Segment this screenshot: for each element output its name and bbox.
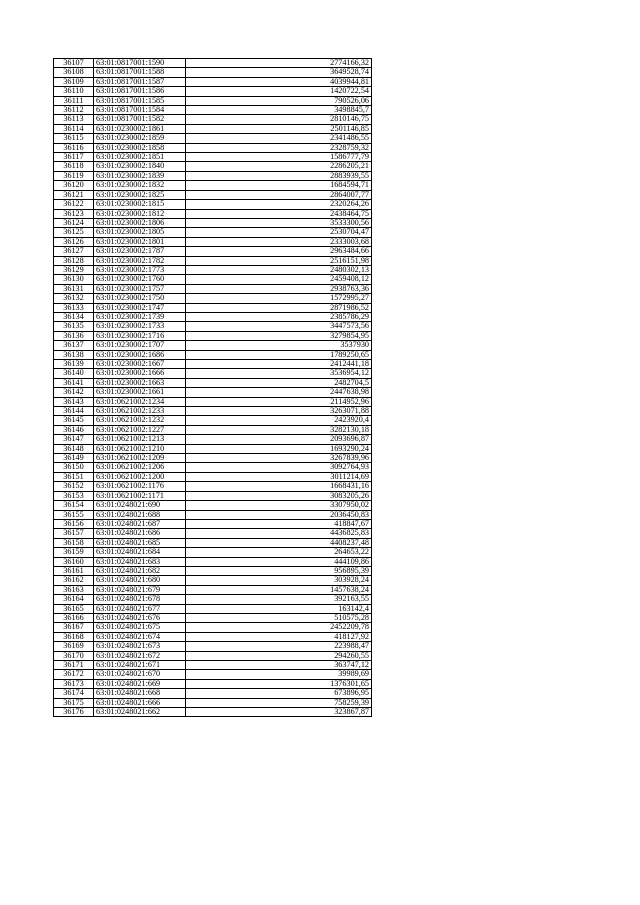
row-number-cell: 36158	[54, 538, 94, 547]
table-row	[54, 632, 372, 641]
table-row	[54, 463, 372, 472]
value-cell: 4408237,48	[186, 538, 372, 547]
value-cell: 2286205,21	[186, 162, 372, 171]
cadastral-number-cell: 63:01:0248021:679	[94, 585, 186, 594]
value-cell: 2036450,83	[186, 510, 372, 519]
table-row	[54, 708, 372, 717]
row-number-cell: 36169	[54, 642, 94, 651]
cadastral-number-cell: 63:01:0230002:1782	[94, 256, 186, 265]
cadastral-number-cell: 63:01:0621002:1232	[94, 416, 186, 425]
value-cell: 2320264,26	[186, 200, 372, 209]
value-cell: 39989,69	[186, 670, 372, 679]
row-number-cell: 36138	[54, 350, 94, 359]
row-number-cell: 36171	[54, 661, 94, 670]
value-cell: 2093696,87	[186, 435, 372, 444]
value-cell: 2871986,52	[186, 303, 372, 312]
cadastral-number-cell: 63:01:0248021:687	[94, 519, 186, 528]
table-row	[54, 218, 372, 227]
row-number-cell: 36132	[54, 294, 94, 303]
table-row	[54, 388, 372, 397]
table-row	[54, 77, 372, 86]
value-cell: 264653,22	[186, 548, 372, 557]
value-cell: 323867,87	[186, 708, 372, 717]
table-row	[54, 510, 372, 519]
table-row	[54, 360, 372, 369]
row-number-cell: 36144	[54, 407, 94, 416]
value-cell: 1572995,27	[186, 294, 372, 303]
table-row	[54, 454, 372, 463]
value-cell: 2480302,13	[186, 265, 372, 274]
table-row	[54, 407, 372, 416]
table-row	[54, 181, 372, 190]
value-cell: 2864007,77	[186, 190, 372, 199]
row-number-cell: 36109	[54, 77, 94, 86]
value-cell: 1457638,24	[186, 585, 372, 594]
table-row	[54, 670, 372, 679]
cadastral-number-cell: 63:01:0230002:1739	[94, 312, 186, 321]
value-cell: 2530704,47	[186, 228, 372, 237]
cadastral-number-cell: 63:01:0621002:1213	[94, 435, 186, 444]
row-number-cell: 36123	[54, 209, 94, 218]
value-cell: 3092764,93	[186, 463, 372, 472]
cadastral-number-cell: 63:01:0248021:670	[94, 670, 186, 679]
table-row	[54, 435, 372, 444]
row-number-cell: 36152	[54, 482, 94, 491]
value-cell: 3267839,96	[186, 454, 372, 463]
row-number-cell: 36168	[54, 632, 94, 641]
table-row	[54, 303, 372, 312]
table-row	[54, 134, 372, 143]
cadastral-number-cell: 63:01:0230002:1832	[94, 181, 186, 190]
cadastral-number-cell: 63:01:0248021:666	[94, 698, 186, 707]
row-number-cell: 36141	[54, 378, 94, 387]
table-row	[54, 604, 372, 613]
row-number-cell: 36126	[54, 237, 94, 246]
cadastral-number-cell: 63:01:0230002:1666	[94, 369, 186, 378]
cadastral-number-cell: 63:01:0230002:1750	[94, 294, 186, 303]
value-cell: 303928,24	[186, 576, 372, 585]
row-number-cell: 36146	[54, 425, 94, 434]
row-number-cell: 36160	[54, 557, 94, 566]
row-number-cell: 36107	[54, 59, 94, 68]
value-cell: 2423920,4	[186, 416, 372, 425]
table-row	[54, 566, 372, 575]
table-row	[54, 613, 372, 622]
table-row	[54, 87, 372, 96]
value-cell: 418127,92	[186, 632, 372, 641]
value-cell: 790526,06	[186, 96, 372, 105]
value-cell: 2452209,78	[186, 623, 372, 632]
table-row	[54, 491, 372, 500]
row-number-cell: 36165	[54, 604, 94, 613]
row-number-cell: 36110	[54, 87, 94, 96]
cadastral-number-cell: 63:01:0817001:1584	[94, 106, 186, 115]
row-number-cell: 36114	[54, 124, 94, 133]
value-cell: 3536954,12	[186, 369, 372, 378]
row-number-cell: 36125	[54, 228, 94, 237]
value-cell: 673896,95	[186, 689, 372, 698]
table-row	[54, 284, 372, 293]
cadastral-number-cell: 63:01:0621002:1206	[94, 463, 186, 472]
value-cell: 3533300,56	[186, 218, 372, 227]
table-row	[54, 698, 372, 707]
value-cell: 2412441,18	[186, 360, 372, 369]
table-row	[54, 642, 372, 651]
cadastral-number-cell: 63:01:0621002:1210	[94, 444, 186, 453]
table-row	[54, 576, 372, 585]
table-row	[54, 538, 372, 547]
cadastral-number-cell: 63:01:0248021:680	[94, 576, 186, 585]
cadastral-number-cell: 63:01:0817001:1586	[94, 87, 186, 96]
table-row	[54, 228, 372, 237]
value-cell: 1376301,65	[186, 679, 372, 688]
table-row	[54, 425, 372, 434]
row-number-cell: 36115	[54, 134, 94, 143]
cadastral-number-cell: 63:01:0817001:1585	[94, 96, 186, 105]
value-cell: 2938763,36	[186, 284, 372, 293]
row-number-cell: 36150	[54, 463, 94, 472]
value-cell: 1586777,79	[186, 153, 372, 162]
cadastral-number-cell: 63:01:0248021:674	[94, 632, 186, 641]
table-row	[54, 416, 372, 425]
value-cell: 1693290,24	[186, 444, 372, 453]
table-row	[54, 331, 372, 340]
cadastral-number-cell: 63:01:0230002:1787	[94, 247, 186, 256]
row-number-cell: 36174	[54, 689, 94, 698]
value-cell: 2482704,5	[186, 378, 372, 387]
value-cell: 3498845,7	[186, 106, 372, 115]
value-cell: 3279854,95	[186, 331, 372, 340]
row-number-cell: 36121	[54, 190, 94, 199]
value-cell: 3307950,02	[186, 501, 372, 510]
row-number-cell: 36129	[54, 265, 94, 274]
table-row	[54, 124, 372, 133]
value-cell: 2438464,75	[186, 209, 372, 218]
cadastral-number-cell: 63:01:0230002:1757	[94, 284, 186, 293]
cadastral-number-cell: 63:01:0230002:1861	[94, 124, 186, 133]
row-number-cell: 36163	[54, 585, 94, 594]
cadastral-number-cell: 63:01:0621002:1234	[94, 397, 186, 406]
table-row	[54, 482, 372, 491]
value-cell: 2447638,98	[186, 388, 372, 397]
table-row	[54, 397, 372, 406]
cadastral-number-cell: 63:01:0230002:1733	[94, 322, 186, 331]
table-row	[54, 595, 372, 604]
row-number-cell: 36135	[54, 322, 94, 331]
cadastral-number-cell: 63:01:0621002:1200	[94, 472, 186, 481]
value-cell: 1789250,65	[186, 350, 372, 359]
table-row	[54, 378, 372, 387]
row-number-cell: 36111	[54, 96, 94, 105]
row-number-cell: 36153	[54, 491, 94, 500]
cadastral-number-cell: 63:01:0230002:1716	[94, 331, 186, 340]
cadastral-number-cell: 63:01:0230002:1815	[94, 200, 186, 209]
table-row	[54, 171, 372, 180]
value-cell: 1684594,71	[186, 181, 372, 190]
value-cell: 956895,39	[186, 566, 372, 575]
cadastral-number-cell: 63:01:0621002:1227	[94, 425, 186, 434]
table-row	[54, 322, 372, 331]
row-number-cell: 36166	[54, 613, 94, 622]
value-cell: 2810146,75	[186, 115, 372, 124]
cadastral-number-cell: 63:01:0230002:1825	[94, 190, 186, 199]
row-number-cell: 36173	[54, 679, 94, 688]
row-number-cell: 36149	[54, 454, 94, 463]
cadastral-number-cell: 63:01:0230002:1707	[94, 341, 186, 350]
value-cell: 223988,47	[186, 642, 372, 651]
row-number-cell: 36162	[54, 576, 94, 585]
cadastral-number-cell: 63:01:0230002:1805	[94, 228, 186, 237]
data-table	[53, 58, 372, 717]
cadastral-number-cell: 63:01:0230002:1801	[94, 237, 186, 246]
table-row	[54, 472, 372, 481]
table-row	[54, 519, 372, 528]
value-cell: 363747,12	[186, 661, 372, 670]
table-row	[54, 369, 372, 378]
table-row	[54, 275, 372, 284]
row-number-cell: 36172	[54, 670, 94, 679]
cadastral-number-cell: 63:01:0248021:675	[94, 623, 186, 632]
cadastral-number-cell: 63:01:0248021:676	[94, 613, 186, 622]
row-number-cell: 36159	[54, 548, 94, 557]
row-number-cell: 36140	[54, 369, 94, 378]
value-cell: 2516151,98	[186, 256, 372, 265]
table-row	[54, 162, 372, 171]
value-cell: 2114952,96	[186, 397, 372, 406]
row-number-cell: 36124	[54, 218, 94, 227]
row-number-cell: 36118	[54, 162, 94, 171]
row-number-cell: 36164	[54, 595, 94, 604]
cadastral-number-cell: 63:01:0230002:1859	[94, 134, 186, 143]
row-number-cell: 36161	[54, 566, 94, 575]
row-number-cell: 36155	[54, 510, 94, 519]
cadastral-number-cell: 63:01:0248021:683	[94, 557, 186, 566]
row-number-cell: 36176	[54, 708, 94, 717]
table-row	[54, 247, 372, 256]
cadastral-number-cell: 63:01:0248021:685	[94, 538, 186, 547]
value-cell: 4436825,83	[186, 529, 372, 538]
value-cell: 3263071,88	[186, 407, 372, 416]
cadastral-number-cell: 63:01:0248021:671	[94, 661, 186, 670]
row-number-cell: 36112	[54, 106, 94, 115]
row-number-cell: 36119	[54, 171, 94, 180]
cadastral-number-cell: 63:01:0621002:1209	[94, 454, 186, 463]
row-number-cell: 36134	[54, 312, 94, 321]
table-row	[54, 529, 372, 538]
table-row	[54, 341, 372, 350]
cadastral-number-cell: 63:01:0230002:1840	[94, 162, 186, 171]
cadastral-number-cell: 63:01:0817001:1582	[94, 115, 186, 124]
table-row	[54, 190, 372, 199]
table-row	[54, 59, 372, 68]
cadastral-number-cell: 63:01:0248021:669	[94, 679, 186, 688]
table-row	[54, 237, 372, 246]
table-row	[54, 548, 372, 557]
cadastral-number-cell: 63:01:0817001:1588	[94, 68, 186, 77]
row-number-cell: 36137	[54, 341, 94, 350]
value-cell: 418847,67	[186, 519, 372, 528]
row-number-cell: 36130	[54, 275, 94, 284]
row-number-cell: 36133	[54, 303, 94, 312]
row-number-cell: 36139	[54, 360, 94, 369]
table-row	[54, 153, 372, 162]
cadastral-number-cell: 63:01:0248021:678	[94, 595, 186, 604]
cadastral-number-cell: 63:01:0230002:1839	[94, 171, 186, 180]
cadastral-number-cell: 63:01:0230002:1812	[94, 209, 186, 218]
row-number-cell: 36175	[54, 698, 94, 707]
row-number-cell: 36127	[54, 247, 94, 256]
value-cell: 2501146,85	[186, 124, 372, 133]
table-row	[54, 444, 372, 453]
cadastral-number-cell: 63:01:0230002:1747	[94, 303, 186, 312]
value-cell: 3083205,26	[186, 491, 372, 500]
value-cell: 2774166,32	[186, 59, 372, 68]
cadastral-number-cell: 63:01:0817001:1587	[94, 77, 186, 86]
table-row	[54, 256, 372, 265]
table-row	[54, 143, 372, 152]
cadastral-number-cell: 63:01:0621002:1176	[94, 482, 186, 491]
row-number-cell: 36145	[54, 416, 94, 425]
value-cell: 1668431,16	[186, 482, 372, 491]
row-number-cell: 36147	[54, 435, 94, 444]
cadastral-number-cell: 63:01:0621002:1233	[94, 407, 186, 416]
cadastral-number-cell: 63:01:0248021:668	[94, 689, 186, 698]
cadastral-number-cell: 63:01:0248021:662	[94, 708, 186, 717]
row-number-cell: 36151	[54, 472, 94, 481]
table-row	[54, 96, 372, 105]
value-cell: 2328759,32	[186, 143, 372, 152]
cadastral-number-cell: 63:01:0817001:1590	[94, 59, 186, 68]
value-cell: 163142,4	[186, 604, 372, 613]
row-number-cell: 36154	[54, 501, 94, 510]
table-row	[54, 294, 372, 303]
row-number-cell: 36167	[54, 623, 94, 632]
value-cell: 444109,86	[186, 557, 372, 566]
cadastral-number-cell: 63:01:0621002:1171	[94, 491, 186, 500]
cadastral-number-cell: 63:01:0230002:1851	[94, 153, 186, 162]
value-cell: 3282130,18	[186, 425, 372, 434]
table-row	[54, 312, 372, 321]
cadastral-number-cell: 63:01:0230002:1663	[94, 378, 186, 387]
value-cell: 4039944,81	[186, 77, 372, 86]
table-row	[54, 679, 372, 688]
row-number-cell: 36131	[54, 284, 94, 293]
table-body	[54, 59, 372, 717]
table-row	[54, 106, 372, 115]
cadastral-number-cell: 63:01:0248021:686	[94, 529, 186, 538]
cadastral-number-cell: 63:01:0230002:1686	[94, 350, 186, 359]
row-number-cell: 36156	[54, 519, 94, 528]
row-number-cell: 36108	[54, 68, 94, 77]
value-cell: 2385786,29	[186, 312, 372, 321]
row-number-cell: 36113	[54, 115, 94, 124]
value-cell: 294260,55	[186, 651, 372, 660]
value-cell: 510575,28	[186, 613, 372, 622]
table-row	[54, 115, 372, 124]
row-number-cell: 36157	[54, 529, 94, 538]
cadastral-number-cell: 63:01:0248021:688	[94, 510, 186, 519]
value-cell: 392163,55	[186, 595, 372, 604]
value-cell: 2883939,55	[186, 171, 372, 180]
cadastral-number-cell: 63:01:0230002:1773	[94, 265, 186, 274]
cadastral-number-cell: 63:01:0248021:672	[94, 651, 186, 660]
cadastral-number-cell: 63:01:0248021:684	[94, 548, 186, 557]
table-row	[54, 501, 372, 510]
row-number-cell: 36142	[54, 388, 94, 397]
table-row	[54, 68, 372, 77]
row-number-cell: 36136	[54, 331, 94, 340]
value-cell: 2459408,12	[186, 275, 372, 284]
value-cell: 2963484,66	[186, 247, 372, 256]
value-cell: 2341486,55	[186, 134, 372, 143]
table-row	[54, 557, 372, 566]
table-row	[54, 661, 372, 670]
table-row	[54, 265, 372, 274]
row-number-cell: 36128	[54, 256, 94, 265]
cadastral-number-cell: 63:01:0248021:677	[94, 604, 186, 613]
row-number-cell: 36170	[54, 651, 94, 660]
row-number-cell: 36117	[54, 153, 94, 162]
cadastral-number-cell: 63:01:0230002:1667	[94, 360, 186, 369]
table-row	[54, 200, 372, 209]
cadastral-number-cell: 63:01:0248021:682	[94, 566, 186, 575]
row-number-cell: 36148	[54, 444, 94, 453]
value-cell: 3447573,56	[186, 322, 372, 331]
table-row	[54, 585, 372, 594]
cadastral-number-cell: 63:01:0230002:1858	[94, 143, 186, 152]
value-cell: 758259,39	[186, 698, 372, 707]
table-row	[54, 689, 372, 698]
value-cell: 3649528,74	[186, 68, 372, 77]
row-number-cell: 36143	[54, 397, 94, 406]
value-cell: 1420722,54	[186, 87, 372, 96]
row-number-cell: 36122	[54, 200, 94, 209]
row-number-cell: 36120	[54, 181, 94, 190]
value-cell: 3537930	[186, 341, 372, 350]
cadastral-number-cell: 63:01:0230002:1806	[94, 218, 186, 227]
table-row	[54, 623, 372, 632]
table-row	[54, 350, 372, 359]
table-row	[54, 651, 372, 660]
cadastral-number-cell: 63:01:0248021:673	[94, 642, 186, 651]
table-row	[54, 209, 372, 218]
value-cell: 3011214,69	[186, 472, 372, 481]
cadastral-number-cell: 63:01:0248021:690	[94, 501, 186, 510]
value-cell: 2333003,68	[186, 237, 372, 246]
row-number-cell: 36116	[54, 143, 94, 152]
cadastral-number-cell: 63:01:0230002:1760	[94, 275, 186, 284]
cadastral-number-cell: 63:01:0230002:1661	[94, 388, 186, 397]
